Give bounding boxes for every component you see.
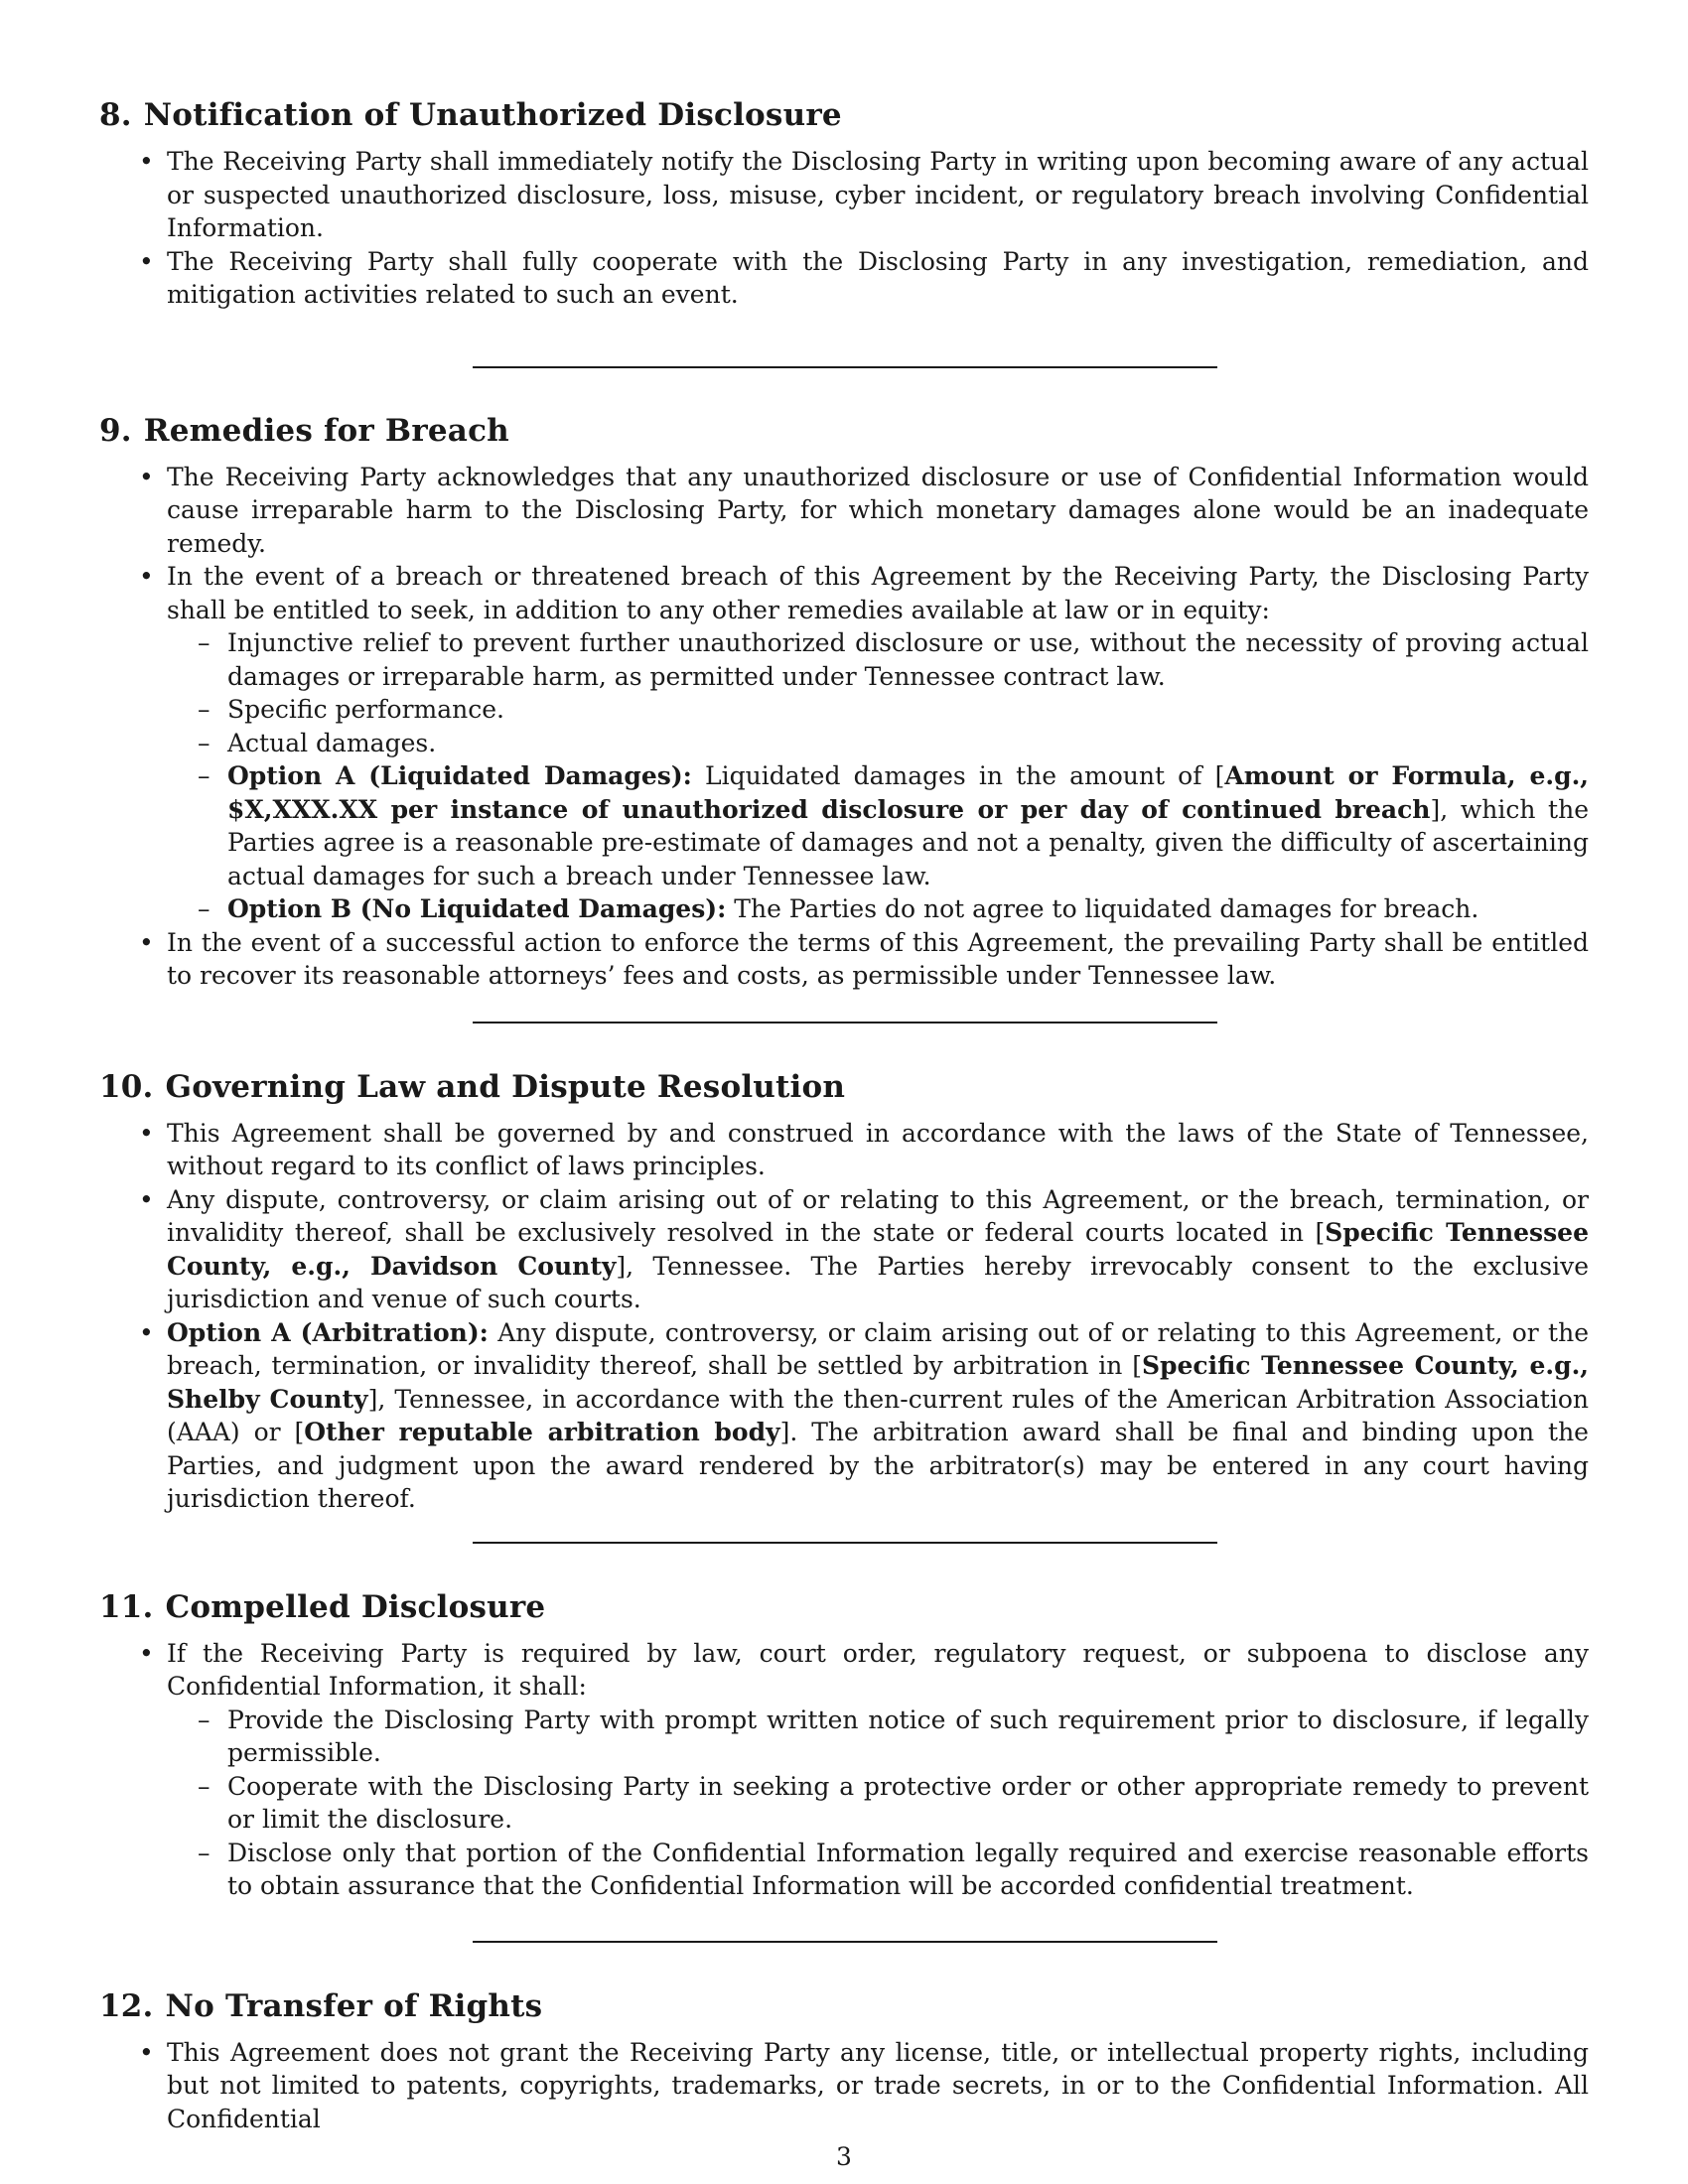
- option-label: Option A (Liquidated Damages):: [227, 761, 692, 790]
- section-divider: [473, 1022, 1217, 1024]
- sub-list-item-option-b: [227, 892, 1589, 926]
- section-11-list: [99, 1637, 1589, 1903]
- section-divider: [473, 1941, 1217, 1943]
- section-9-list: [99, 461, 1589, 993]
- list-item: • In the event of a successful action to enforce the terms of this Agreement, the prevailing Party shall be entitled to recover its reasonable attorneys’ fees and costs, as permissible under Tennessee law.: [167, 926, 1589, 993]
- list-item-text: Any dispute, controversy, or claim arising out of or relating to this Agreement, or the breach, termination, or invalidity thereof, shall be settled by arbitration in [: [167, 1317, 1589, 1380]
- section-12-title: No Transfer of Rights: [165, 1987, 543, 2024]
- sub-list-item: – Cooperate with the Disclosing Party in seeking a protective order or other appropriate remedy to prevent or limit the disclosure.: [227, 1770, 1589, 1837]
- list-item: [167, 560, 1589, 926]
- placeholder-text: Specific Tennessee County, e.g., Shelby County: [167, 1351, 1589, 1414]
- section-8-title: Notification of Unauthorized Disclosure: [143, 97, 842, 133]
- section-10-title: Governing Law and Dispute Resolution: [165, 1068, 846, 1105]
- option-text: Liquidated damages in the amount of [: [691, 761, 1225, 790]
- list-item: • The Receiving Party shall fully cooperate with the Disclosing Party in any investigation, remediation, and mitigation activities related to such an event.: [167, 245, 1589, 312]
- option-label: Option B (No Liquidated Damages):: [227, 894, 727, 923]
- option-text: The Parties do not agree to liquidated damages for breach.: [726, 894, 1479, 923]
- section-10: [99, 1067, 1589, 1516]
- placeholder-text: Amount or Formula, e.g., $X,XXX.XX per instance of unauthorized disclosure or per day of continued breach: [227, 761, 1589, 824]
- page-number: 3: [836, 2142, 852, 2171]
- section-11-number: 11.: [99, 1588, 154, 1625]
- section-10-list: [99, 1117, 1589, 1516]
- sub-list-item: – Injunctive relief to prevent further unauthorized disclosure or use, without the necessity of proving actual damages or irreparable harm, as permitted under Tennessee contract law.: [227, 626, 1589, 693]
- list-item: • This Agreement does not grant the Receiving Party any license, title, or intellectual property rights, including but not limited to patents, copyrights, trademarks, or trade secrets, in or to the Confidential Information. All Confidential: [167, 2036, 1589, 2136]
- list-item-text: ], Tennessee. The Parties hereby irrevocably consent to the exclusive jurisdiction and venue of such courts.: [167, 1251, 1589, 1313]
- section-11-title: Compelled Disclosure: [165, 1588, 546, 1625]
- section-8-list: [99, 145, 1589, 312]
- section-8: [99, 95, 1589, 312]
- section-12-number: 12.: [99, 1987, 154, 2024]
- section-11: [99, 1587, 1589, 1903]
- compelled-disclosure-sublist: [167, 1704, 1589, 1903]
- list-item: • The Receiving Party shall immediately notify the Disclosing Party in writing upon becoming aware of any actual or suspected unauthorized disclosure, loss, misuse, cyber incident, or regulatory breach involving Confidential Information.: [167, 145, 1589, 245]
- list-item: • This Agreement shall be governed by and construed in accordance with the laws of the State of Tennessee, without regard to its conflict of laws principles.: [167, 1117, 1589, 1183]
- section-8-heading: [99, 95, 1589, 135]
- section-9-title: Remedies for Breach: [143, 412, 509, 449]
- placeholder-text: Other reputable arbitration body: [304, 1418, 780, 1446]
- section-divider: [473, 366, 1217, 368]
- section-12: [99, 1986, 1589, 2136]
- section-9: [99, 411, 1589, 993]
- list-item: [167, 1637, 1589, 1903]
- section-9-heading: [99, 411, 1589, 451]
- list-item-text: In the event of a breach or threatened breach of this Agreement by the Receiving Party, the Disclosing Party shall be entitled to seek, in addition to any other remedies available at law or in equity:: [167, 562, 1589, 624]
- option-label: Option A (Arbitration):: [167, 1317, 489, 1347]
- sub-list-item-option-a: [227, 759, 1589, 892]
- section-8-number: 8.: [99, 97, 132, 133]
- section-divider: [473, 1542, 1217, 1544]
- list-item: • The Receiving Party acknowledges that any unauthorized disclosure or use of Confidential Information would cause irreparable harm to the Disclosing Party, for which monetary damages alone would be an inadequate remedy.: [167, 461, 1589, 561]
- option-text: ], which the Parties agree is a reasonable pre-estimate of damages and not a penalty, given the difficulty of ascertaining actual damages for such a breach under Tennessee law.: [227, 794, 1589, 890]
- section-12-heading: [99, 1986, 1589, 2026]
- remedies-sublist: [167, 626, 1589, 926]
- document-page: [99, 95, 1589, 2135]
- sub-list-item: – Disclose only that portion of the Confidential Information legally required and exercise reasonable efforts to obtain assurance that the Confidential Information will be accorded confidential treatment.: [227, 1837, 1589, 1903]
- section-9-number: 9.: [99, 412, 132, 449]
- list-item-text: If the Receiving Party is required by law, court order, regulatory request, or subpoena to disclose any Confidential Information, it shall:: [167, 1638, 1589, 1701]
- section-11-heading: [99, 1587, 1589, 1627]
- section-10-heading: [99, 1067, 1589, 1107]
- list-item-arbitration: [167, 1316, 1589, 1516]
- list-item-text: Any dispute, controversy, or claim arising out of or relating to this Agreement, or the breach, termination, or invalidity thereof, shall be exclusively resolved in the state or federal courts located in [: [167, 1184, 1589, 1247]
- section-10-number: 10.: [99, 1068, 154, 1105]
- section-12-list: [99, 2036, 1589, 2136]
- sub-list-item: – Specific performance.: [227, 693, 1589, 727]
- placeholder-text: Specific Tennessee County, e.g., Davidson County: [167, 1218, 1589, 1281]
- sub-list-item: – Provide the Disclosing Party with prompt written notice of such requirement prior to disclosure, if legally permissible.: [227, 1704, 1589, 1770]
- list-item: [167, 1183, 1589, 1316]
- list-item-text: ]. The arbitration award shall be final and binding upon the Parties, and judgment upon the award rendered by the arbitrator(s) may be entered in any court having jurisdiction thereof.: [167, 1418, 1589, 1513]
- list-item-text: ], Tennessee, in accordance with the then-current rules of the American Arbitration Association (AAA) or [: [167, 1384, 1590, 1446]
- sub-list-item: – Actual damages.: [227, 727, 1589, 760]
